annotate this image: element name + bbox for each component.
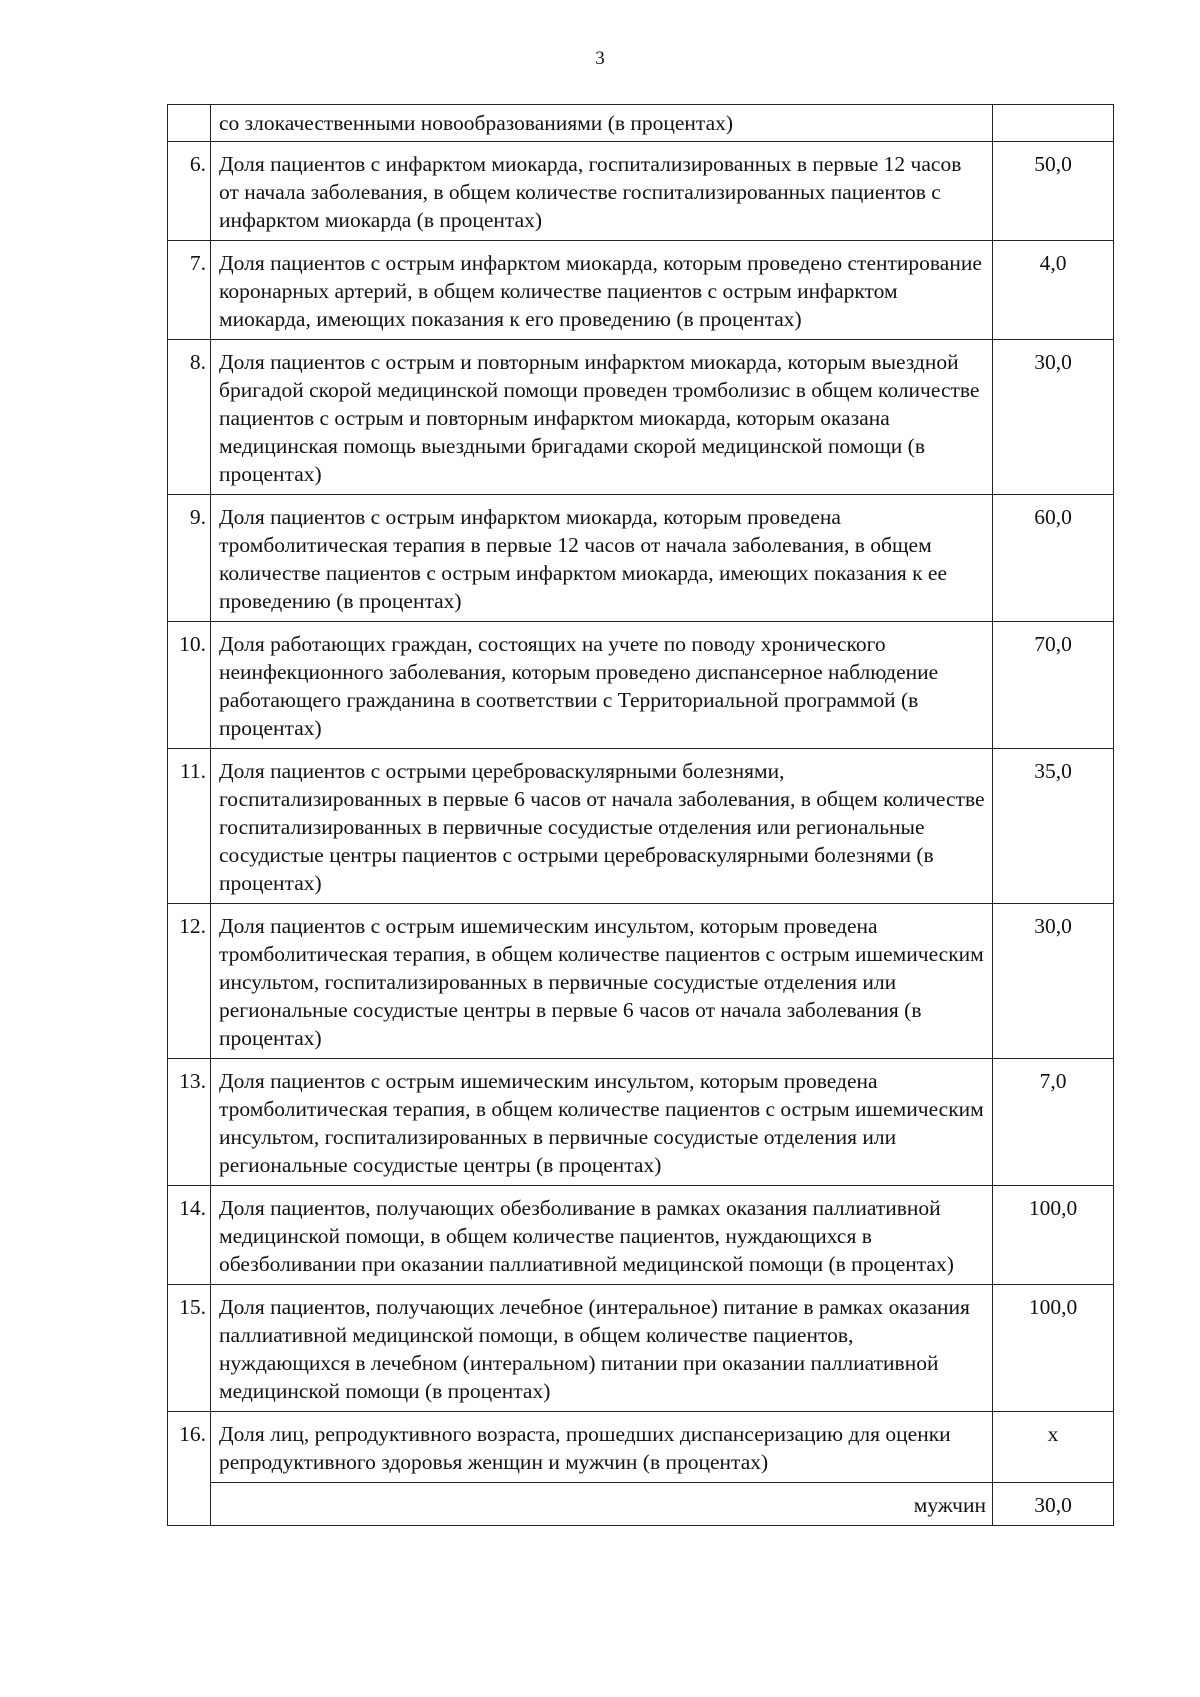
row-value: 50,0 bbox=[993, 142, 1114, 241]
row-description: Доля пациентов, получающих лечебное (интеральное) питание в рамках оказания паллиативной медицинской помощи, в общем количестве пациентов, нуждающихся в лечебном (интеральном) питании при оказании паллиативной медицинской помощи (в процентах) bbox=[211, 1285, 993, 1412]
row-description: Доля работающих граждан, состоящих на учете по поводу хронического неинфекционного заболевания, которым проведено диспансерное наблюдение работающего гражданина в соответствии с Территориальной программой (в процентах) bbox=[211, 622, 993, 749]
row-value: х bbox=[993, 1412, 1114, 1483]
table-row bbox=[168, 1285, 1114, 1412]
row-value bbox=[993, 105, 1114, 142]
row-description: Доля пациентов, получающих обезболивание в рамках оказания паллиативной медицинской помощи, в общем количестве пациентов, нуждающихся в обезболивании при оказании паллиативной медицинской помощи (в процентах) bbox=[211, 1186, 993, 1285]
row-value: 100,0 bbox=[993, 1285, 1114, 1412]
row-number: 14. bbox=[168, 1186, 211, 1285]
row-number: 7. bbox=[168, 241, 211, 340]
table-row bbox=[168, 1059, 1114, 1186]
row-number: 9. bbox=[168, 495, 211, 622]
indicators-table bbox=[167, 104, 1114, 1526]
table-row bbox=[168, 241, 1114, 340]
row-number: 6. bbox=[168, 142, 211, 241]
table-row bbox=[168, 340, 1114, 495]
row-value: 100,0 bbox=[993, 1186, 1114, 1285]
row-description: Доля лиц, репродуктивного возраста, прошедших диспансеризацию для оценки репродуктивного здоровья женщин и мужчин (в процентах) bbox=[211, 1412, 993, 1483]
table-row bbox=[168, 904, 1114, 1059]
row-number: 10. bbox=[168, 622, 211, 749]
table-row bbox=[168, 1186, 1114, 1285]
row-number: 13. bbox=[168, 1059, 211, 1186]
row-number: 15. bbox=[168, 1285, 211, 1412]
row-description: Доля пациентов с острым и повторным инфарктом миокарда, которым выездной бригадой скорой медицинской помощи проведен тромболизис в общем количестве пациентов с острым и повторным инфарктом миокарда, которым оказана медицинская помощь выездными бригадами скорой медицинской помощи (в процентах) bbox=[211, 340, 993, 495]
row-description: со злокачественными новообразованиями (в процентах) bbox=[211, 105, 993, 142]
row-description: Доля пациентов с острым ишемическим инсультом, которым проведена тромболитическая терапия, в общем количестве пациентов с острым ишемическим инсультом, госпитализированных в первичные сосудистые отделения или региональные сосудистые центры в первые 6 часов от начала заболевания (в процентах) bbox=[211, 904, 993, 1059]
row-value: 30,0 bbox=[993, 904, 1114, 1059]
row-value: 7,0 bbox=[993, 1059, 1114, 1186]
table-row bbox=[168, 142, 1114, 241]
row-description: Доля пациентов с острым инфарктом миокарда, которым проведена тромболитическая терапия в первые 12 часов от начала заболевания, в общем количестве пациентов с острым инфарктом миокарда, имеющих показания к ее проведению (в процентах) bbox=[211, 495, 993, 622]
row-value: 35,0 bbox=[993, 749, 1114, 904]
table-row bbox=[168, 749, 1114, 904]
row-number: 11. bbox=[168, 749, 211, 904]
table-subrow bbox=[168, 1483, 1114, 1526]
row-value: 70,0 bbox=[993, 622, 1114, 749]
table-row-continuation bbox=[168, 105, 1114, 142]
row-number-cell bbox=[168, 1483, 211, 1526]
subrow-value: 30,0 bbox=[993, 1483, 1114, 1526]
row-description: Доля пациентов с острым ишемическим инсультом, которым проведена тромболитическая терапия, в общем количестве пациентов с острым ишемическим инсультом, госпитализированных в первичные сосудистые отделения или региональные сосудистые центры (в процентах) bbox=[211, 1059, 993, 1186]
row-number: 8. bbox=[168, 340, 211, 495]
row-number: 16. bbox=[168, 1412, 211, 1483]
row-description: Доля пациентов с инфарктом миокарда, госпитализированных в первые 12 часов от начала заболевания, в общем количестве госпитализированных пациентов с инфарктом миокарда (в процентах) bbox=[211, 142, 993, 241]
row-number-cell bbox=[168, 105, 211, 142]
row-number: 12. bbox=[168, 904, 211, 1059]
row-description: Доля пациентов с острыми цереброваскулярными болезнями, госпитализированных в первые 6 часов от начала заболевания, в общем количестве госпитализированных в первичные сосудистые отделения или региональные сосудистые центры пациентов с острыми цереброваскулярными болезнями (в процентах) bbox=[211, 749, 993, 904]
page-number: 3 bbox=[595, 48, 605, 69]
row-description: Доля пациентов с острым инфарктом миокарда, которым проведено стентирование коронарных артерий, в общем количестве пациентов с острым инфарктом миокарда, имеющих показания к его проведению (в процентах) bbox=[211, 241, 993, 340]
table-row bbox=[168, 495, 1114, 622]
row-value: 30,0 bbox=[993, 340, 1114, 495]
subrow-label: мужчин bbox=[211, 1483, 993, 1526]
table-row bbox=[168, 622, 1114, 749]
table-row bbox=[168, 1412, 1114, 1483]
row-value: 60,0 bbox=[993, 495, 1114, 622]
row-value: 4,0 bbox=[993, 241, 1114, 340]
